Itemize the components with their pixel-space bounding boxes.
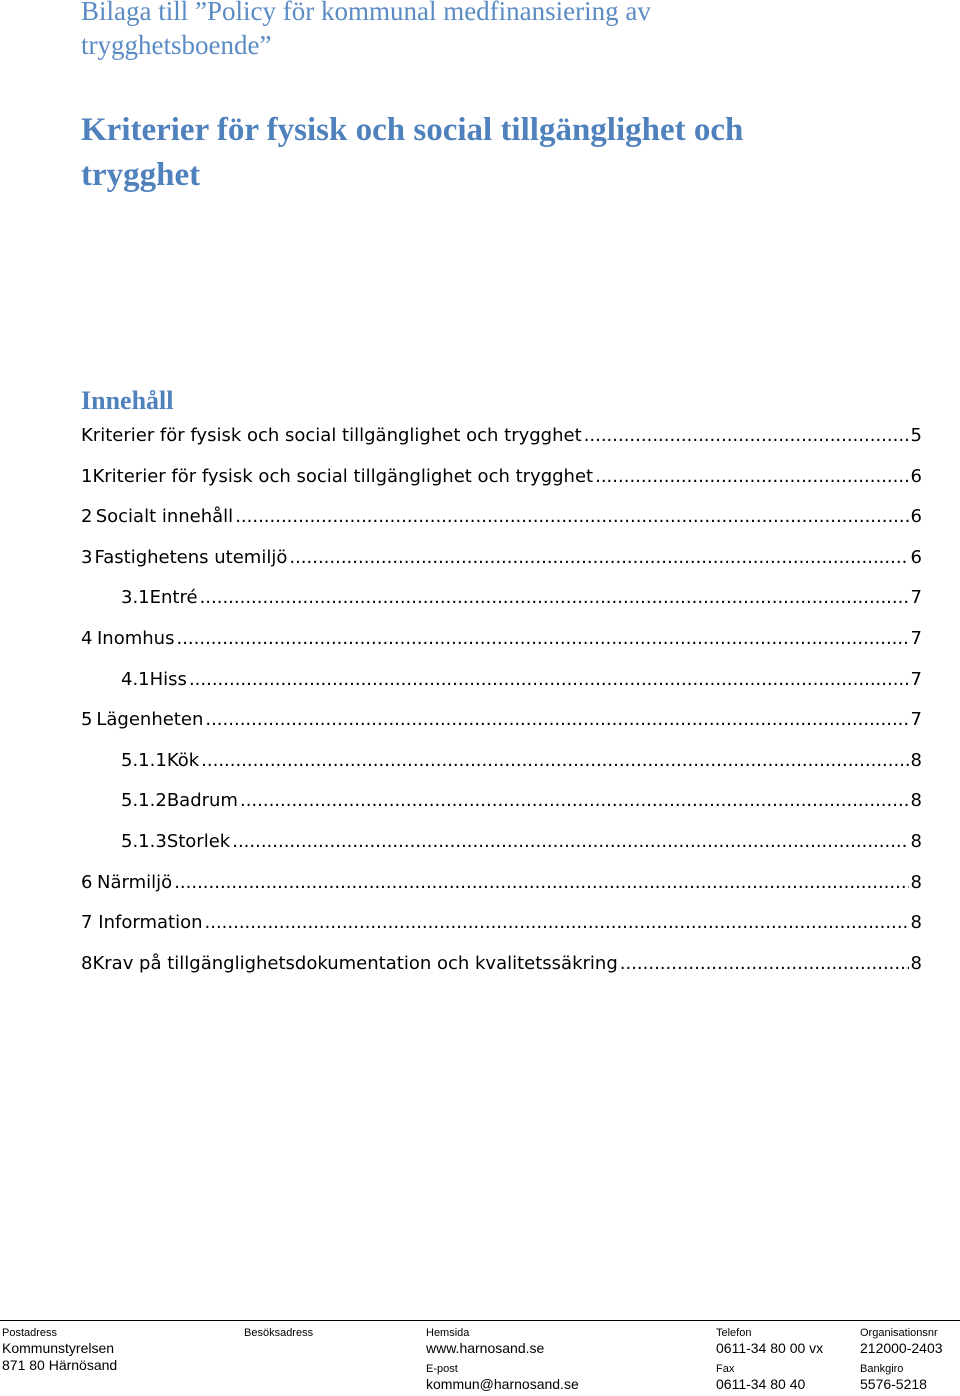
footer-hemsida-label: Hemsida: [426, 1327, 470, 1339]
footer-postadress-line2: 871 80 Härnösand: [2, 1357, 118, 1373]
toc-heading: Innehåll: [81, 386, 174, 415]
toc-entry-leader: [205, 704, 908, 736]
footer-telefon-value: 0611-34 80 00 vx: [716, 1340, 824, 1356]
toc-entry[interactable]: [81, 501, 922, 542]
toc-entry-number: 7: [81, 912, 93, 934]
toc-entry-title: Socialt innehåll: [96, 501, 233, 533]
footer-postadress-label: Postadress: [2, 1327, 58, 1339]
toc-entry-leader: [232, 826, 908, 858]
toc-entry-page: 7: [910, 668, 922, 690]
footer-hemsida-link[interactable]: www.harnosand.se: [426, 1340, 545, 1356]
toc-entry-title: Hiss: [150, 664, 187, 696]
toc-entry[interactable]: [81, 542, 922, 583]
toc-entry[interactable]: [81, 907, 922, 948]
footer-bankgiro-label: Bankgiro: [860, 1363, 904, 1375]
toc-entry-number: 2: [81, 506, 93, 528]
footer-fax-label: Fax: [716, 1363, 735, 1375]
toc-entry[interactable]: [81, 948, 922, 989]
toc-entry-leader: [620, 948, 909, 980]
main-heading-line1: Kriterier för fysisk och social tillgänglighet och: [81, 112, 744, 148]
toc-entry-page: 7: [910, 587, 922, 609]
footer-postadress: [2, 1321, 117, 1374]
toc-entry-title: Kriterier för fysisk och social tillgänglighet och trygghet: [81, 420, 582, 452]
toc-entry-leader: [176, 623, 908, 655]
toc-entry-page: 6: [910, 465, 922, 487]
toc-entry-title: Inomhus: [97, 623, 174, 655]
toc-entry-leader: [189, 664, 909, 696]
toc-entry-title: Kök: [167, 745, 199, 777]
footer-org-bank: [860, 1321, 943, 1393]
toc-entry-number: 3.1: [121, 587, 150, 609]
toc-entry-leader: [205, 907, 909, 939]
toc-entry-leader: [240, 785, 909, 817]
footer-bankgiro-value: 5576-5218: [860, 1376, 927, 1392]
document-title-line1: Bilaga till ”Policy för kommunal medfinansiering av: [81, 0, 651, 26]
toc-entry-page: 8: [910, 871, 922, 893]
toc-entry-leader: [595, 461, 908, 493]
footer-epost-label: E-post: [426, 1363, 458, 1375]
toc-entry-number: 5.1.1: [121, 749, 167, 771]
toc-entry[interactable]: [81, 461, 922, 502]
toc-entry[interactable]: [81, 867, 922, 908]
main-heading-line2: trygghet: [81, 157, 201, 193]
toc-entry[interactable]: [81, 826, 922, 867]
toc-entry-title: Krav på tillgänglighetsdokumentation och kvalitetssäkring: [92, 948, 617, 980]
toc-entry-page: 5: [910, 425, 922, 446]
toc-entry-page: 8: [910, 749, 922, 771]
footer-orgnr-value: 212000-2403: [860, 1340, 943, 1356]
toc-entry-number: 3: [81, 546, 93, 568]
toc-entry-page: 7: [910, 709, 922, 731]
toc-entry[interactable]: [81, 664, 922, 705]
main-heading: [81, 108, 941, 198]
toc-entry-leader: [200, 582, 909, 614]
toc-entry-number: 4: [81, 627, 93, 649]
toc-entry-title: Information: [98, 907, 202, 939]
toc-entry[interactable]: [81, 745, 922, 786]
toc-entry-title: Kriterier för fysisk och social tillgänglighet och trygghet: [92, 461, 593, 493]
footer-postadress-line1: Kommunstyrelsen: [2, 1340, 115, 1356]
page-footer: [0, 1320, 960, 1396]
toc-entry[interactable]: [81, 704, 922, 745]
toc-entry-page: 8: [910, 790, 922, 812]
toc-entry-leader: [584, 420, 909, 452]
toc-entry-number: 5.1.3: [121, 830, 167, 852]
footer-besoksadress: [244, 1321, 313, 1340]
footer-telefon-label: Telefon: [716, 1327, 752, 1339]
document-title-line2: trygghetsboende”: [81, 30, 272, 60]
toc-entry-title: Entré: [150, 582, 198, 614]
toc-entry-page: 8: [910, 912, 922, 934]
toc-entry[interactable]: [81, 785, 922, 826]
footer-phone-fax: [716, 1321, 823, 1393]
toc-entry-page: 6: [910, 546, 922, 568]
toc-entry-title: Närmiljö: [97, 867, 172, 899]
toc-entry-leader: [201, 745, 908, 777]
footer-besoksadress-label: Besöksadress: [244, 1327, 314, 1339]
toc-entry-page: 8: [910, 952, 922, 974]
toc-entry-leader: [235, 501, 908, 533]
toc-entry-title: Lägenheten: [96, 704, 203, 736]
table-of-contents: [81, 420, 922, 988]
toc-entry-number: 1: [81, 465, 93, 487]
toc-entry-page: 7: [910, 627, 922, 649]
toc-entry-title: Fastighetens utemiljö: [95, 542, 288, 574]
toc-entry-title: Storlek: [167, 826, 230, 858]
document-title: [81, 0, 941, 62]
toc-entry-number: 8: [81, 952, 93, 974]
toc-entry-number: 6: [81, 871, 93, 893]
toc-entry-leader: [289, 542, 908, 574]
footer-fax-value: 0611-34 80 40: [716, 1376, 806, 1392]
footer-orgnr-label: Organisationsnr: [860, 1327, 938, 1339]
toc-entry-leader: [174, 867, 908, 899]
footer-web-email: [426, 1321, 579, 1393]
toc-entry[interactable]: [81, 623, 922, 664]
toc-entry-number: 4.1: [121, 668, 150, 690]
toc-entry[interactable]: [81, 582, 922, 623]
toc-entry-page: 6: [910, 506, 922, 528]
toc-entry-number: 5.1.2: [121, 790, 167, 812]
footer-epost-link[interactable]: kommun@harnosand.se: [426, 1376, 579, 1392]
toc-entry-title: Badrum: [167, 785, 238, 817]
toc-entry[interactable]: [81, 420, 922, 461]
toc-entry-number: 5: [81, 709, 93, 731]
toc-entry-page: 8: [910, 830, 922, 852]
